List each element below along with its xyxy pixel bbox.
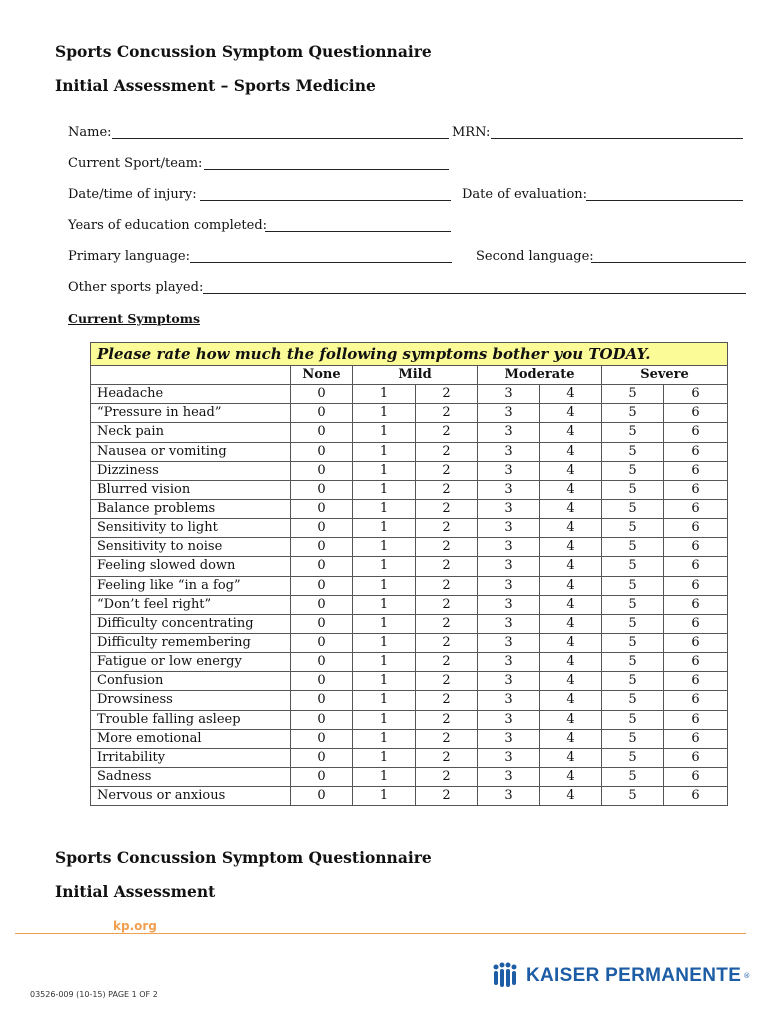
rating-option-5[interactable]: 5 xyxy=(602,480,664,499)
symptom-label: Neck pain xyxy=(91,423,291,442)
severity-mild: Mild xyxy=(353,366,478,385)
symptom-row xyxy=(91,691,728,710)
rating-option-4[interactable]: 4 xyxy=(540,729,602,748)
symptom-label: Nervous or anxious xyxy=(91,787,291,806)
rating-option-1[interactable]: 1 xyxy=(353,787,416,806)
date-eval-label: Date of evaluation: xyxy=(462,187,588,202)
rating-option-0[interactable]: 0 xyxy=(291,480,353,499)
symptom-row xyxy=(91,442,728,461)
rating-option-5[interactable]: 5 xyxy=(602,729,664,748)
rating-option-6[interactable]: 6 xyxy=(664,480,728,499)
rating-option-5[interactable]: 5 xyxy=(602,442,664,461)
rating-option-6[interactable]: 6 xyxy=(664,595,728,614)
rating-option-0[interactable]: 0 xyxy=(291,614,353,633)
rating-option-5[interactable]: 5 xyxy=(602,672,664,691)
rating-option-2[interactable]: 2 xyxy=(416,385,478,404)
symptom-row xyxy=(91,787,728,806)
rating-option-2[interactable]: 2 xyxy=(416,499,478,518)
date-injury-label: Date/time of injury: xyxy=(68,187,197,202)
rating-option-2[interactable]: 2 xyxy=(416,461,478,480)
rating-option-6[interactable]: 6 xyxy=(664,767,728,786)
symptom-row xyxy=(91,672,728,691)
rating-option-2[interactable]: 2 xyxy=(416,710,478,729)
primary-language-field[interactable] xyxy=(190,262,452,263)
symptom-label: Feeling like “in a fog” xyxy=(91,576,291,595)
rating-option-2[interactable]: 2 xyxy=(416,423,478,442)
rating-option-4[interactable]: 4 xyxy=(540,480,602,499)
rating-option-4[interactable]: 4 xyxy=(540,767,602,786)
symptom-label: Fatigue or low energy xyxy=(91,653,291,672)
symptom-row xyxy=(91,499,728,518)
symptom-table xyxy=(90,342,728,806)
rating-option-0[interactable]: 0 xyxy=(291,461,353,480)
rating-option-5[interactable]: 5 xyxy=(602,691,664,710)
bottom-title: Sports Concussion Symptom Questionnaire xyxy=(55,848,432,867)
rating-option-1[interactable]: 1 xyxy=(353,538,416,557)
rating-option-2[interactable]: 2 xyxy=(416,787,478,806)
symptom-row xyxy=(91,633,728,652)
rating-option-6[interactable]: 6 xyxy=(664,710,728,729)
rating-option-1[interactable]: 1 xyxy=(353,691,416,710)
symptom-label: Headache xyxy=(91,385,291,404)
rating-option-1[interactable]: 1 xyxy=(353,576,416,595)
kaiser-logo xyxy=(490,962,750,990)
rating-option-3[interactable]: 3 xyxy=(478,499,540,518)
rating-option-6[interactable]: 6 xyxy=(664,748,728,767)
other-sports-label: Other sports played: xyxy=(68,280,204,295)
mrn-field[interactable] xyxy=(491,138,743,139)
current-sport-field[interactable] xyxy=(204,169,449,170)
symptom-label: “Don’t feel right” xyxy=(91,595,291,614)
rating-option-1[interactable]: 1 xyxy=(353,461,416,480)
rating-option-6[interactable]: 6 xyxy=(664,691,728,710)
rating-option-6[interactable]: 6 xyxy=(664,519,728,538)
rating-option-0[interactable]: 0 xyxy=(291,595,353,614)
rating-option-1[interactable]: 1 xyxy=(353,385,416,404)
rating-option-1[interactable]: 1 xyxy=(353,767,416,786)
rating-option-2[interactable]: 2 xyxy=(416,614,478,633)
rating-option-5[interactable]: 5 xyxy=(602,423,664,442)
rating-option-2[interactable]: 2 xyxy=(416,404,478,423)
rating-option-5[interactable]: 5 xyxy=(602,385,664,404)
rating-option-3[interactable]: 3 xyxy=(478,423,540,442)
rating-option-4[interactable]: 4 xyxy=(540,385,602,404)
rating-option-2[interactable]: 2 xyxy=(416,480,478,499)
rating-option-5[interactable]: 5 xyxy=(602,653,664,672)
rating-option-3[interactable]: 3 xyxy=(478,633,540,652)
symptom-row xyxy=(91,710,728,729)
rating-option-3[interactable]: 3 xyxy=(478,614,540,633)
rating-option-1[interactable]: 1 xyxy=(353,423,416,442)
rating-option-0[interactable]: 0 xyxy=(291,442,353,461)
rating-option-6[interactable]: 6 xyxy=(664,672,728,691)
date-injury-field[interactable] xyxy=(200,200,451,201)
rating-option-3[interactable]: 3 xyxy=(478,538,540,557)
rating-option-0[interactable]: 0 xyxy=(291,787,353,806)
symptom-label: Irritability xyxy=(91,748,291,767)
rating-option-5[interactable]: 5 xyxy=(602,519,664,538)
second-language-label: Second language: xyxy=(476,249,594,264)
form-subtitle: Initial Assessment – Sports Medicine xyxy=(55,76,376,95)
education-label: Years of education completed: xyxy=(68,218,268,233)
rating-option-1[interactable]: 1 xyxy=(353,499,416,518)
rating-option-2[interactable]: 2 xyxy=(416,672,478,691)
rating-option-1[interactable]: 1 xyxy=(353,442,416,461)
symptom-row xyxy=(91,519,728,538)
rating-option-0[interactable]: 0 xyxy=(291,653,353,672)
rating-option-3[interactable]: 3 xyxy=(478,748,540,767)
rating-option-0[interactable]: 0 xyxy=(291,557,353,576)
symptom-row xyxy=(91,404,728,423)
rating-option-1[interactable]: 1 xyxy=(353,519,416,538)
rating-option-1[interactable]: 1 xyxy=(353,653,416,672)
form-code: 03526-009 (10-15) PAGE 1 OF 2 xyxy=(30,990,158,999)
symptom-label: Dizziness xyxy=(91,461,291,480)
rating-option-3[interactable]: 3 xyxy=(478,442,540,461)
second-language-field[interactable] xyxy=(591,262,746,263)
symptom-row xyxy=(91,595,728,614)
symptom-label: Confusion xyxy=(91,672,291,691)
rating-option-1[interactable]: 1 xyxy=(353,729,416,748)
rating-option-4[interactable]: 4 xyxy=(540,653,602,672)
symptom-row xyxy=(91,748,728,767)
rating-option-3[interactable]: 3 xyxy=(478,576,540,595)
rating-option-0[interactable]: 0 xyxy=(291,576,353,595)
rating-option-3[interactable]: 3 xyxy=(478,767,540,786)
rating-option-2[interactable]: 2 xyxy=(416,767,478,786)
symptom-label: Difficulty concentrating xyxy=(91,614,291,633)
rating-option-2[interactable]: 2 xyxy=(416,691,478,710)
rating-option-2[interactable]: 2 xyxy=(416,557,478,576)
rating-option-5[interactable]: 5 xyxy=(602,787,664,806)
rating-option-1[interactable]: 1 xyxy=(353,633,416,652)
primary-language-label: Primary language: xyxy=(68,249,191,264)
symptom-row xyxy=(91,614,728,633)
rating-option-2[interactable]: 2 xyxy=(416,748,478,767)
rating-option-0[interactable]: 0 xyxy=(291,748,353,767)
rating-option-0[interactable]: 0 xyxy=(291,729,353,748)
current-symptoms-heading: Current Symptoms xyxy=(68,311,201,326)
rating-option-4[interactable]: 4 xyxy=(540,595,602,614)
symptom-row xyxy=(91,576,728,595)
rating-option-6[interactable]: 6 xyxy=(664,499,728,518)
symptom-label: Blurred vision xyxy=(91,480,291,499)
rating-option-3[interactable]: 3 xyxy=(478,729,540,748)
rating-option-2[interactable]: 2 xyxy=(416,519,478,538)
rating-option-2[interactable]: 2 xyxy=(416,653,478,672)
rating-option-4[interactable]: 4 xyxy=(540,576,602,595)
rating-option-1[interactable]: 1 xyxy=(353,614,416,633)
rating-option-4[interactable]: 4 xyxy=(540,519,602,538)
rating-option-6[interactable]: 6 xyxy=(664,557,728,576)
severity-header-blank xyxy=(91,366,291,385)
rating-option-6[interactable]: 6 xyxy=(664,538,728,557)
rating-option-2[interactable]: 2 xyxy=(416,538,478,557)
rating-option-6[interactable]: 6 xyxy=(664,576,728,595)
rating-option-5[interactable]: 5 xyxy=(602,576,664,595)
rating-option-6[interactable]: 6 xyxy=(664,614,728,633)
rating-option-0[interactable]: 0 xyxy=(291,710,353,729)
symptom-row xyxy=(91,461,728,480)
rating-option-0[interactable]: 0 xyxy=(291,538,353,557)
rating-option-6[interactable]: 6 xyxy=(664,442,728,461)
rating-option-6[interactable]: 6 xyxy=(664,729,728,748)
rating-option-1[interactable]: 1 xyxy=(353,710,416,729)
registered-mark: ® xyxy=(743,972,751,980)
rating-option-5[interactable]: 5 xyxy=(602,499,664,518)
rating-option-0[interactable]: 0 xyxy=(291,672,353,691)
symptom-label: Balance problems xyxy=(91,499,291,518)
symptom-label: Drowsiness xyxy=(91,691,291,710)
rating-option-4[interactable]: 4 xyxy=(540,710,602,729)
rating-option-6[interactable]: 6 xyxy=(664,633,728,652)
symptom-row xyxy=(91,423,728,442)
rating-option-4[interactable]: 4 xyxy=(540,557,602,576)
rating-option-4[interactable]: 4 xyxy=(540,442,602,461)
rating-option-3[interactable]: 3 xyxy=(478,653,540,672)
symptom-label: Nausea or vomiting xyxy=(91,442,291,461)
current-sport-label: Current Sport/team: xyxy=(68,156,203,171)
rating-option-4[interactable]: 4 xyxy=(540,461,602,480)
rating-option-3[interactable]: 3 xyxy=(478,480,540,499)
rating-option-5[interactable]: 5 xyxy=(602,614,664,633)
rating-option-4[interactable]: 4 xyxy=(540,404,602,423)
rating-option-3[interactable]: 3 xyxy=(478,385,540,404)
severity-none: None xyxy=(291,366,353,385)
rating-option-4[interactable]: 4 xyxy=(540,748,602,767)
symptom-label: Difficulty remembering xyxy=(91,633,291,652)
symptom-row xyxy=(91,538,728,557)
rating-option-0[interactable]: 0 xyxy=(291,385,353,404)
rating-option-1[interactable]: 1 xyxy=(353,595,416,614)
rating-option-6[interactable]: 6 xyxy=(664,385,728,404)
rating-option-5[interactable]: 5 xyxy=(602,557,664,576)
symptom-row xyxy=(91,767,728,786)
rating-option-0[interactable]: 0 xyxy=(291,691,353,710)
rating-option-5[interactable]: 5 xyxy=(602,538,664,557)
rating-option-4[interactable]: 4 xyxy=(540,614,602,633)
symptom-row xyxy=(91,653,728,672)
name-field[interactable] xyxy=(112,138,449,139)
rating-option-0[interactable]: 0 xyxy=(291,404,353,423)
rating-option-3[interactable]: 3 xyxy=(478,404,540,423)
rating-option-5[interactable]: 5 xyxy=(602,710,664,729)
symptom-label: Sensitivity to light xyxy=(91,519,291,538)
education-field[interactable] xyxy=(265,231,451,232)
rating-option-5[interactable]: 5 xyxy=(602,748,664,767)
name-label: Name: xyxy=(68,125,112,140)
rating-option-2[interactable]: 2 xyxy=(416,729,478,748)
rating-option-1[interactable]: 1 xyxy=(353,748,416,767)
rating-option-1[interactable]: 1 xyxy=(353,672,416,691)
rating-option-5[interactable]: 5 xyxy=(602,404,664,423)
rating-option-3[interactable]: 3 xyxy=(478,710,540,729)
symptom-label: Sadness xyxy=(91,767,291,786)
rating-option-4[interactable]: 4 xyxy=(540,672,602,691)
severity-moderate: Moderate xyxy=(478,366,602,385)
rating-option-0[interactable]: 0 xyxy=(291,423,353,442)
rating-option-4[interactable]: 4 xyxy=(540,423,602,442)
rating-option-2[interactable]: 2 xyxy=(416,633,478,652)
rating-option-0[interactable]: 0 xyxy=(291,499,353,518)
rating-option-6[interactable]: 6 xyxy=(664,653,728,672)
rating-option-6[interactable]: 6 xyxy=(664,423,728,442)
rating-option-6[interactable]: 6 xyxy=(664,461,728,480)
rating-option-3[interactable]: 3 xyxy=(478,672,540,691)
rating-option-3[interactable]: 3 xyxy=(478,461,540,480)
mrn-label: MRN: xyxy=(452,125,491,140)
rating-option-6[interactable]: 6 xyxy=(664,404,728,423)
symptom-label: Trouble falling asleep xyxy=(91,710,291,729)
rating-option-4[interactable]: 4 xyxy=(540,538,602,557)
rating-option-3[interactable]: 3 xyxy=(478,691,540,710)
rating-option-5[interactable]: 5 xyxy=(602,633,664,652)
rating-option-1[interactable]: 1 xyxy=(353,404,416,423)
symptom-label: Sensitivity to noise xyxy=(91,538,291,557)
rating-option-4[interactable]: 4 xyxy=(540,691,602,710)
rating-option-4[interactable]: 4 xyxy=(540,499,602,518)
rating-option-3[interactable]: 3 xyxy=(478,557,540,576)
rating-option-4[interactable]: 4 xyxy=(540,787,602,806)
rating-option-0[interactable]: 0 xyxy=(291,519,353,538)
symptom-label: “Pressure in head” xyxy=(91,404,291,423)
symptom-row xyxy=(91,385,728,404)
rating-option-0[interactable]: 0 xyxy=(291,767,353,786)
rating-option-5[interactable]: 5 xyxy=(602,461,664,480)
rating-option-1[interactable]: 1 xyxy=(353,557,416,576)
symptom-row xyxy=(91,480,728,499)
rating-option-2[interactable]: 2 xyxy=(416,442,478,461)
form-title: Sports Concussion Symptom Questionnaire xyxy=(55,42,432,61)
rating-option-5[interactable]: 5 xyxy=(602,767,664,786)
symptom-label: More emotional xyxy=(91,729,291,748)
kaiser-logo-text: KAISER PERMANENTE xyxy=(526,965,742,986)
symptom-row xyxy=(91,557,728,576)
rating-option-2[interactable]: 2 xyxy=(416,576,478,595)
rating-option-3[interactable]: 3 xyxy=(478,519,540,538)
rating-option-3[interactable]: 3 xyxy=(478,787,540,806)
rating-option-6[interactable]: 6 xyxy=(664,787,728,806)
rating-option-2[interactable]: 2 xyxy=(416,595,478,614)
kaiser-figures-icon xyxy=(490,962,520,990)
date-eval-field[interactable] xyxy=(586,200,743,201)
website-link[interactable]: kp.org xyxy=(113,919,157,933)
bottom-subtitle: Initial Assessment xyxy=(55,882,216,901)
rating-option-3[interactable]: 3 xyxy=(478,595,540,614)
severity-severe: Severe xyxy=(602,366,728,385)
rating-option-5[interactable]: 5 xyxy=(602,595,664,614)
other-sports-field[interactable] xyxy=(203,293,746,294)
instruction-text: Please rate how much the following symptoms bother you TODAY. xyxy=(91,343,728,366)
rating-option-0[interactable]: 0 xyxy=(291,633,353,652)
rating-option-4[interactable]: 4 xyxy=(540,633,602,652)
symptom-row xyxy=(91,729,728,748)
symptom-label: Feeling slowed down xyxy=(91,557,291,576)
rating-option-1[interactable]: 1 xyxy=(353,480,416,499)
footer-divider xyxy=(15,933,746,934)
